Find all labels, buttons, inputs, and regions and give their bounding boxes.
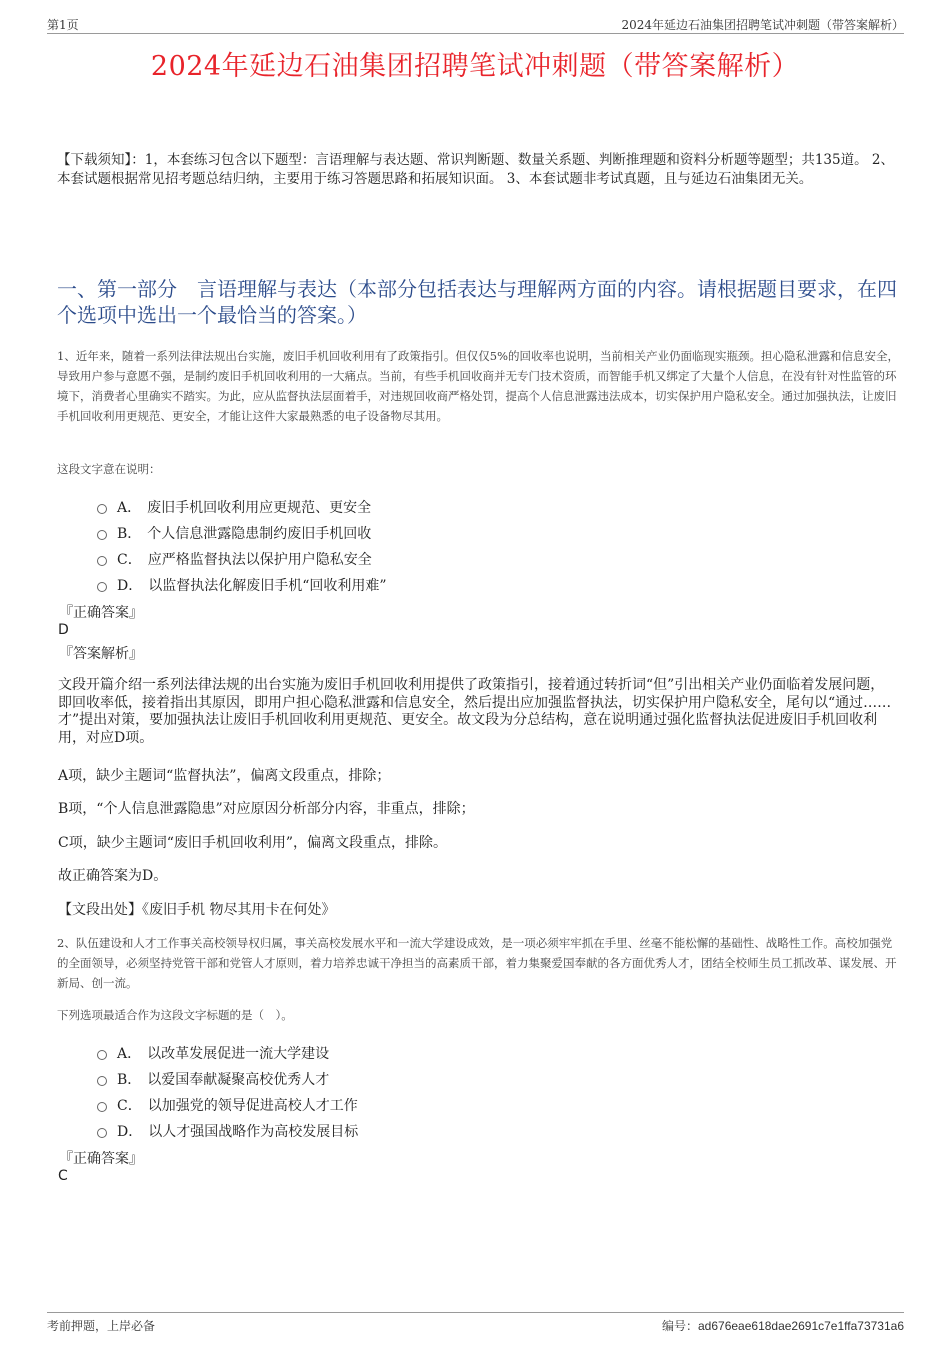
section-title: 一、第一部分 言语理解与表达（本部分包括表达与理解两方面的内容。请根据题目要求，在四个选项中选出一个最恰当的答案。） [57, 277, 897, 327]
question-1-analysis-label: 『答案解析』 [59, 646, 143, 662]
option-letter: C． [117, 552, 142, 568]
radio-icon[interactable] [97, 1050, 107, 1060]
radio-icon[interactable] [97, 504, 107, 514]
radio-icon[interactable] [97, 1076, 107, 1086]
option-text: 废旧手机回收利用应更规范、更安全 [147, 500, 372, 516]
question-1-option-c[interactable] [97, 549, 372, 569]
question-2-option-d[interactable] [97, 1121, 358, 1141]
question-2-prompt: 下列选项最适合作为这段文字标题的是（ ）。 [57, 1008, 293, 1022]
page-number: 第1页 [47, 18, 79, 32]
page-header [47, 14, 904, 34]
question-2-text: 2、队伍建设和人才工作事关高校领导权归属，事关高校发展水平和一流大学建设成效，是一项必须牢牢抓在手里、丝毫不能松懈的基础性、战略性工作。高校加强党的全面领导，必须坚持党管干部和党管人才原则，着力培养忠诚干净担当的高素质干部，着力集聚爱国奉献的各方面优秀人才，团结全校师生员工抓改革、谋发展、开新局、创一流。 [57, 936, 897, 990]
radio-icon[interactable] [97, 1102, 107, 1112]
question-1-analysis-b: B项，“个人信息泄露隐患”对应原因分析部分内容，非重点，排除； [58, 801, 475, 817]
footer-code-value: ad676eae618dae2691c7e1ffa73731a6 [698, 1319, 904, 1333]
question-1-answer-label: 『正确答案』 [59, 605, 143, 621]
question-2-option-a[interactable] [97, 1043, 329, 1063]
radio-icon[interactable] [97, 582, 107, 592]
question-1-conclusion: 故正确答案为D。 [58, 868, 168, 884]
question-1-analysis-c: C项，缺少主题词“废旧手机回收利用”，偏离文段重点，排除。 [58, 835, 448, 851]
question-2-answer: C [58, 1168, 68, 1184]
option-letter: B． [117, 526, 142, 542]
radio-icon[interactable] [97, 556, 107, 566]
question-2-option-c[interactable] [97, 1095, 358, 1115]
radio-icon[interactable] [97, 530, 107, 540]
download-notice: 【下载须知】：1，本套练习包含以下题型：言语理解与表达题、常识判断题、数量关系题、判断推理题和资料分析题等题型；共135道。 2、本套试题根据常见招考题总结归纳，主要用于练习答题思路和拓展知识面。 3、本套试题非考试真题，且与延边石油集团无关。 [57, 152, 894, 187]
option-text: 以监督执法化解废旧手机“回收利用难” [148, 578, 387, 594]
option-letter: D． [117, 578, 143, 594]
option-letter: A． [117, 1046, 142, 1062]
page-footer [47, 1312, 904, 1333]
question-1-answer: D [58, 622, 69, 638]
option-text: 以爱国奉献凝聚高校优秀人才 [147, 1072, 330, 1088]
option-text: 应严格监督执法以保护用户隐私安全 [147, 552, 372, 568]
footer-slogan: 考前押题，上岸必备 [47, 1319, 156, 1333]
option-letter: C． [117, 1098, 142, 1114]
question-2-option-b[interactable] [97, 1069, 329, 1089]
question-2-answer-label: 『正确答案』 [59, 1151, 143, 1167]
question-1-prompt: 这段文字意在说明： [57, 462, 161, 476]
question-1-analysis-a: A项，缺少主题词“监督执法”，偏离文段重点，排除； [58, 768, 391, 784]
footer-code [662, 1317, 904, 1334]
question-1-option-b[interactable] [97, 523, 371, 543]
option-text: 以改革发展促进一流大学建设 [147, 1046, 330, 1062]
option-letter: D． [117, 1124, 143, 1140]
document-title: 2024年延边石油集团招聘笔试冲刺题（带答案解析） [150, 51, 800, 82]
option-letter: A． [117, 500, 142, 516]
question-1-option-a[interactable] [97, 497, 371, 517]
radio-icon[interactable] [97, 1128, 107, 1138]
option-text: 以人才强国战略作为高校发展目标 [148, 1124, 359, 1140]
header-doc-title: 2024年延边石油集团招聘笔试冲刺题（带答案解析） [621, 18, 904, 32]
option-text: 个人信息泄露隐患制约废旧手机回收 [147, 526, 372, 542]
footer-code-label: 编号： [661, 1319, 698, 1333]
question-1-text: 1、近年来，随着一系列法律法规出台实施，废旧手机回收利用有了政策指引。但仅仅5%的回收率也说明，当前相关产业仍面临现实瓶颈。担心隐私泄露和信息安全，导致用户参与意愿不强，是制约废旧手机回收利用的一大痛点。当前，有些手机回收商并无专门技术资质，而智能手机又绑定了大量个人信息，在没有针对性监管的环境下，消费者心里确实不踏实。为此，应从监督执法层面着手，对违规回收商严格处罚，提高个人信息泄露违法成本，切实保护用户隐私安全。通过加强执法，让废旧手机回收利用更规范、更安全，才能让这件大家最熟悉的电子设备物尽其用。 [57, 349, 900, 423]
question-1-source: 【文段出处】《废旧手机 物尽其用卡在何处》 [58, 902, 336, 918]
question-1-option-d[interactable] [97, 575, 387, 595]
option-letter: B． [117, 1072, 142, 1088]
question-1-analysis: 文段开篇介绍一系列法律法规的出台实施为废旧手机回收利用提供了政策指引，接着通过转折词“但”引出相关产业仍面临着发展问题，即回收率低，接着指出其原因，即用户担心隐私泄露和信息安全，然后提出应加强监督执法，切实保护用户隐私安全，尾句以“通过……才”提出对策，要加强执法让废旧手机回收利用更规范、更安全。故文段为分总结构，意在说明通过强化监督执法促进废旧手机回收利用，对应D项。 [58, 677, 892, 746]
option-text: 以加强党的领导促进高校人才工作 [147, 1098, 358, 1114]
